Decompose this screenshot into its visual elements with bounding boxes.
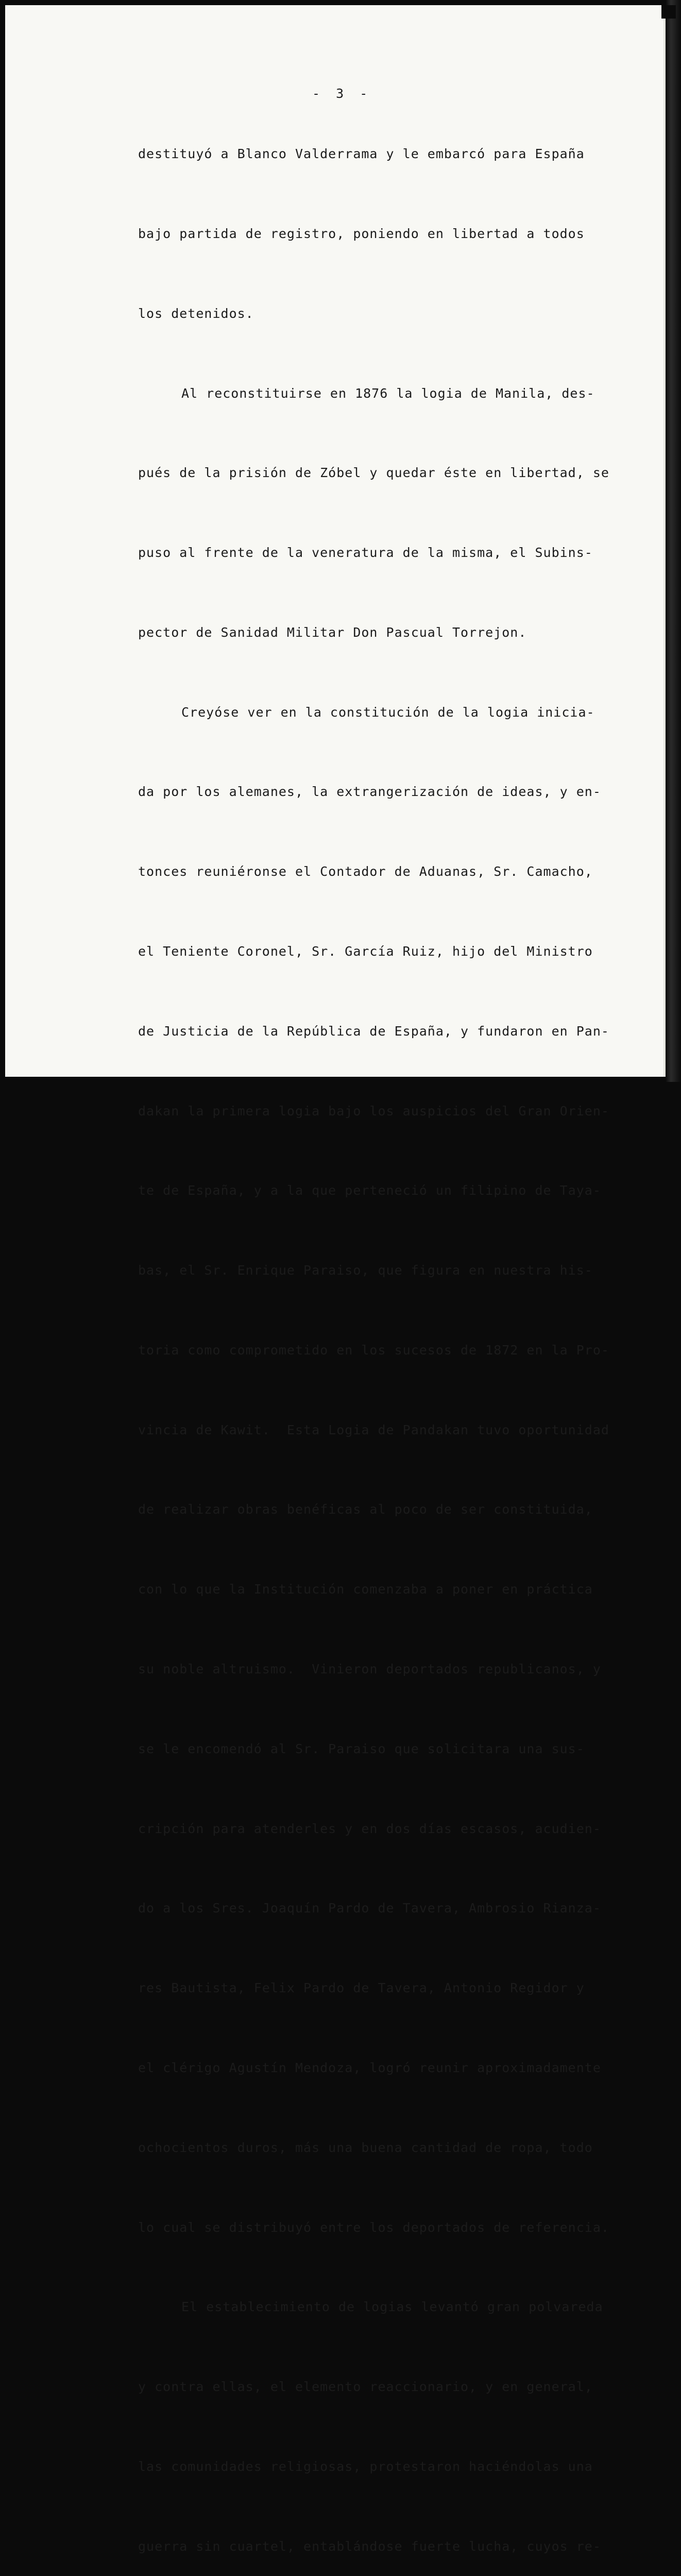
- page-edge: [666, 0, 681, 1082]
- text-line: guerra sin cuartel, entablándose fuerte lucha, cuyos re-: [138, 2538, 601, 2554]
- text-line: con lo que la Institución comenzaba a poner en práctica: [138, 1582, 593, 1597]
- text-line: res Bautista, Felix Pardo de Tavera, Antonio Regidor y: [138, 1980, 585, 1996]
- scan-corner: [661, 5, 676, 19]
- text-line: Al reconstituirse en 1876 la logia de Manila, des-: [181, 385, 595, 401]
- text-line: cripción para atenderles y en dos días escasos, acudien-: [138, 1821, 601, 1836]
- document-page: [5, 5, 667, 2554]
- text-line: de Justicia de la República de España, y fundaron en Pan-: [138, 1023, 609, 1039]
- text-line: bajo partida de registro, poniendo en libertad a todos: [138, 226, 585, 241]
- text-line: pector de Sanidad Militar Don Pascual Torrejon.: [138, 624, 527, 640]
- text-line: El establecimiento de logias levantó gran polvareda: [181, 2299, 603, 2315]
- document-text: [138, 88, 609, 2576]
- text-line: los detenidos.: [138, 306, 254, 321]
- text-line: dakan la primera logia bajo los auspicios del Gran Orien-: [138, 1103, 609, 1118]
- text-line: te de España, y a la que perteneció un filipino de Taya-: [138, 1183, 601, 1198]
- text-line: toria como comprometido en los sucesos de 1872 en la Pro-: [138, 1342, 609, 1358]
- text-line: tonces reuniéronse el Contador de Aduanas, Sr. Camacho,: [138, 864, 593, 879]
- text-line: puso al frente de la veneratura de la misma, el Subins-: [138, 545, 593, 561]
- text-line: el Teniente Coronel, Sr. García Ruiz, hijo del Ministro: [138, 944, 593, 959]
- text-line: Creyóse ver en la constitución de la logia inicia-: [181, 704, 595, 720]
- text-line: el clérigo Agustín Mendoza, logró reunir aproximadamente: [138, 2060, 601, 2075]
- text-line: pués de la prisión de Zóbel y quedar éste en libertad, se: [138, 465, 609, 481]
- text-line: y contra ellas, el elemento reaccionario, y en general,: [138, 2379, 593, 2395]
- text-line: de realizar obras benéficas al poco de ser constituida,: [138, 1502, 593, 1517]
- text-line: vincia de Kawit. Esta Logia de Pandakan tuvo oportunidad: [138, 1422, 609, 1437]
- text-line: ochocientos duros, más una buena cantidad de ropa, todo: [138, 2140, 593, 2155]
- text-line: su noble altruismo. Vinieron deportados republicanos, y: [138, 1662, 601, 1677]
- text-line: da por los alemanes, la extrangerización de ideas, y en-: [138, 784, 601, 800]
- text-line: se le encomendó al Sr. Paraiso que solicitara una sus-: [138, 1741, 585, 1756]
- text-line: do a los Sres. Joaquín Pardo de Tavera, Ambrosio Rianza-: [138, 1901, 601, 1916]
- text-line: bas, el Sr. Enrique Paraiso, que figura en nuestra his-: [138, 1263, 593, 1278]
- text-line: las comunidades religiosas, protestaron haciéndolas una: [138, 2459, 593, 2474]
- text-line: lo cual se distribuyó entre los deportados de referencia.: [138, 2219, 609, 2235]
- text-line: destituyó a Blanco Valderrama y le embarcó para España: [138, 146, 585, 162]
- page-number: - 3 -: [312, 86, 372, 101]
